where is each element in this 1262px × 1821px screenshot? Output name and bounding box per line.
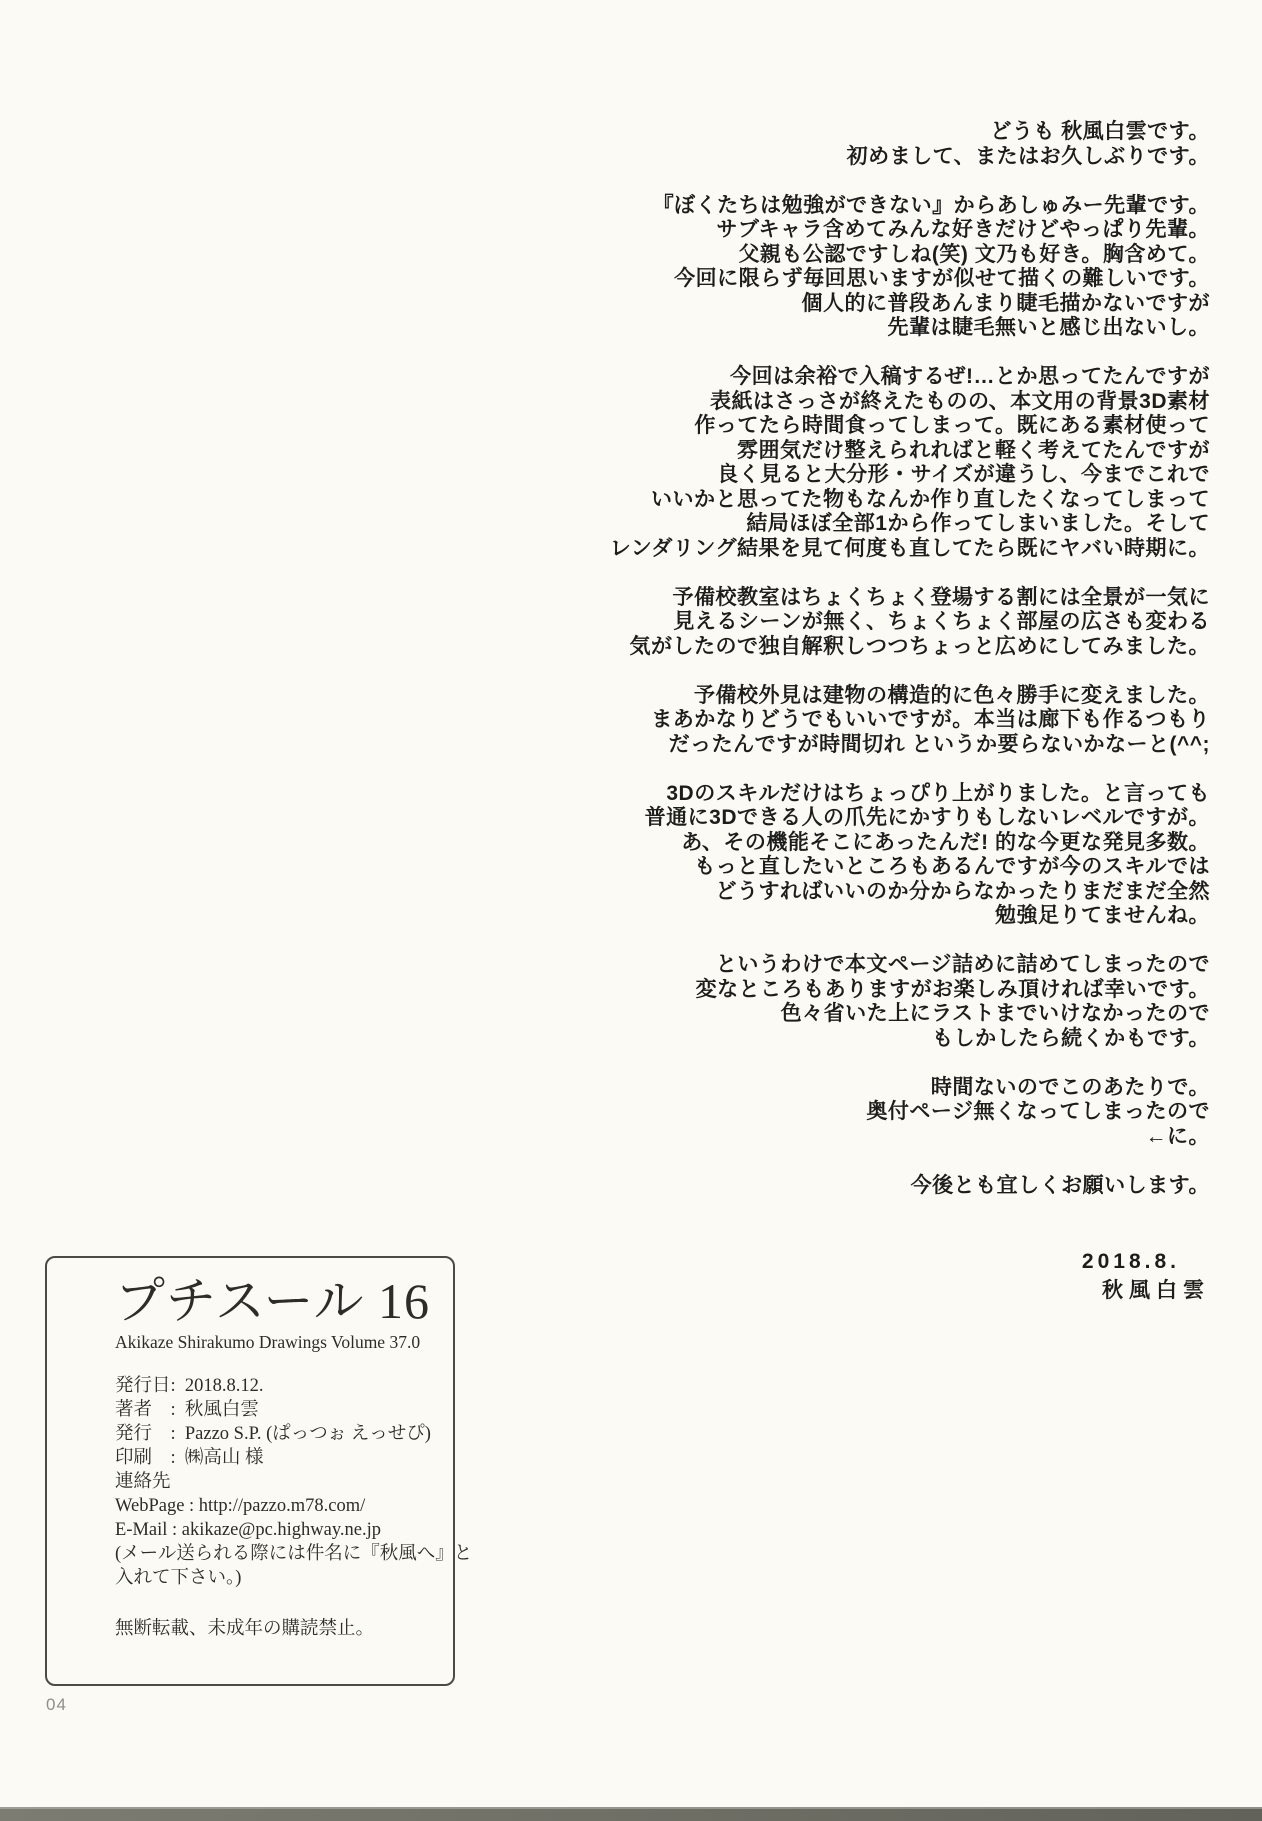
text-line: 変なところもありますがお楽しみ頂ければ幸いです。	[695, 977, 1210, 1001]
text-line: 初めまして、またはお久しぶりです。	[846, 144, 1210, 168]
detail-printer: 印刷 : ㈱高山 様	[115, 1448, 264, 1468]
text-line: 普通に3Dできる人の爪先にかすりもしないレベルですが。	[644, 806, 1210, 829]
text-line: いいかと思ってた物もなんか作り直したくなってしまって	[651, 487, 1210, 511]
text-line: 良く見ると大分形・サイズが違うし、今までこれで	[717, 463, 1210, 486]
text-line: レンダリング結果を見て何度も直してたら既にヤバい時期に。	[609, 536, 1210, 560]
detail-contact-label: 連絡先	[115, 1472, 171, 1492]
detail-email-address: E-Mail : akikaze@pc.highway.ne.jp	[115, 1520, 382, 1540]
detail-issue-date: 発行日: 2018.8.12.	[115, 1376, 264, 1396]
afterword-signoff	[490, 1247, 1210, 1305]
publication-details	[115, 1374, 473, 1590]
reproduction-notice: 無断転載、未成年の購読禁止。	[115, 1619, 375, 1639]
text-line: 結局ほぼ全部1から作ってしまいました。そして	[746, 512, 1210, 535]
afterword-building-paragraph	[490, 684, 1210, 758]
text-line: ←に。	[1145, 1124, 1210, 1148]
scan-edge-band	[0, 1807, 1262, 1821]
text-line: 予備校教室はちょくちょく登場する割には全景が一気に	[672, 585, 1210, 609]
afterword-classroom-paragraph	[490, 586, 1210, 660]
text-line: 奥付ページ無くなってしまったので	[866, 1100, 1210, 1123]
detail-webpage-url: WebPage : http://pazzo.m78.com/	[115, 1496, 366, 1516]
afterword-3dskill-paragraph	[490, 782, 1210, 929]
colophon-box	[45, 1256, 473, 1686]
text-line: だったんですが時間切れ というか要らないかなーと(^^;	[668, 732, 1210, 756]
text-line: 表紙はさっさが終えたものの、本文用の背景3D素材	[709, 389, 1210, 413]
page-number: 04	[46, 1695, 67, 1714]
text-line: 個人的に普段あんまり睫毛描かないですが	[801, 291, 1210, 315]
text-line: 見えるシーンが無く、ちょくちょく部屋の広さも変わる	[673, 610, 1210, 633]
text-line: どうすればいいのか分からなかったりまだまだ全然	[715, 879, 1210, 903]
book-subtitle: Akikaze Shirakumo Drawings Volume 37.0	[115, 1332, 421, 1352]
afterword-wrapup-paragraph	[490, 953, 1210, 1051]
book-title: プチスール 16	[115, 1273, 430, 1329]
text-line: 『ぼくたちは勉強ができない』からあしゅみー先輩です。	[652, 193, 1210, 217]
text-line: 今回は余裕で入稿するぜ!…とか思ってたんですが	[730, 365, 1210, 388]
text-line: 父親も公認ですしね(笑) 文乃も好き。胸含めて。	[738, 242, 1210, 266]
text-line: 作ってたら時間食ってしまって。既にある素材使って	[694, 414, 1210, 437]
text-line: 今回に限らず毎回思いますが似せて描くの難しいです。	[674, 267, 1210, 290]
text-line: もしかしたら続くかもです。	[932, 1026, 1210, 1050]
text-line: 予備校外見は建物の構造的に色々勝手に変えました。	[694, 683, 1210, 707]
afterword-closing-paragraph	[490, 1076, 1210, 1150]
detail-mail-note-line1: (メール送られる際には件名に『秋風へ』と	[115, 1544, 473, 1564]
text-line: 色々省いた上にラストまでいけなかったので	[780, 1002, 1210, 1025]
text-line: 3Dのスキルだけはちょっぴり上がりました。と言っても	[666, 781, 1210, 805]
text-line: あ、その機能そこにあったんだ! 的な今更な発見多数。	[681, 830, 1210, 854]
text-line: 時間ないのでこのあたりで。	[930, 1075, 1210, 1099]
detail-mail-note-line2: 入れて下さい。)	[115, 1568, 242, 1588]
afterword-deadline-paragraph	[490, 365, 1210, 561]
text-line: というわけで本文ページ詰めに詰めてしまったので	[715, 953, 1210, 976]
afterword-greeting-paragraph	[490, 120, 1210, 169]
text-line: まあかなりどうでもいいですが。本当は廊下も作るつもり	[651, 708, 1210, 731]
afterword-characters-paragraph	[490, 194, 1210, 341]
text-line: サブキャラ含めてみんな好きだけどやっぱり先輩。	[716, 218, 1210, 241]
text-line: 先輩は睫毛無いと感じ出ないし。	[887, 316, 1210, 339]
text-line: 雰囲気だけ整えられればと軽く考えてたんですが	[737, 438, 1210, 462]
text-line: 今後とも宜しくお願いします。	[910, 1173, 1210, 1197]
text-line: 気がしたので独自解釈しつつちょっと広めにしてみました。	[629, 634, 1210, 658]
signoff-author-name: 秋風白雲	[1102, 1279, 1210, 1302]
detail-author: 著者 : 秋風白雲	[115, 1400, 259, 1420]
text-line: 勉強足りてませんね。	[995, 904, 1210, 927]
signoff-date: 2018.8.	[1081, 1250, 1180, 1273]
detail-publisher: 発行 : Pazzo S.P. (ぱっつぉ えっせぴ)	[115, 1424, 431, 1444]
text-line: もっと直したいところもあるんですが今のスキルでは	[694, 855, 1210, 878]
text-line: どうも 秋風白雲です。	[990, 120, 1210, 143]
afterword-text-column	[490, 120, 1210, 1305]
afterword-thanks-paragraph	[490, 1174, 1210, 1199]
